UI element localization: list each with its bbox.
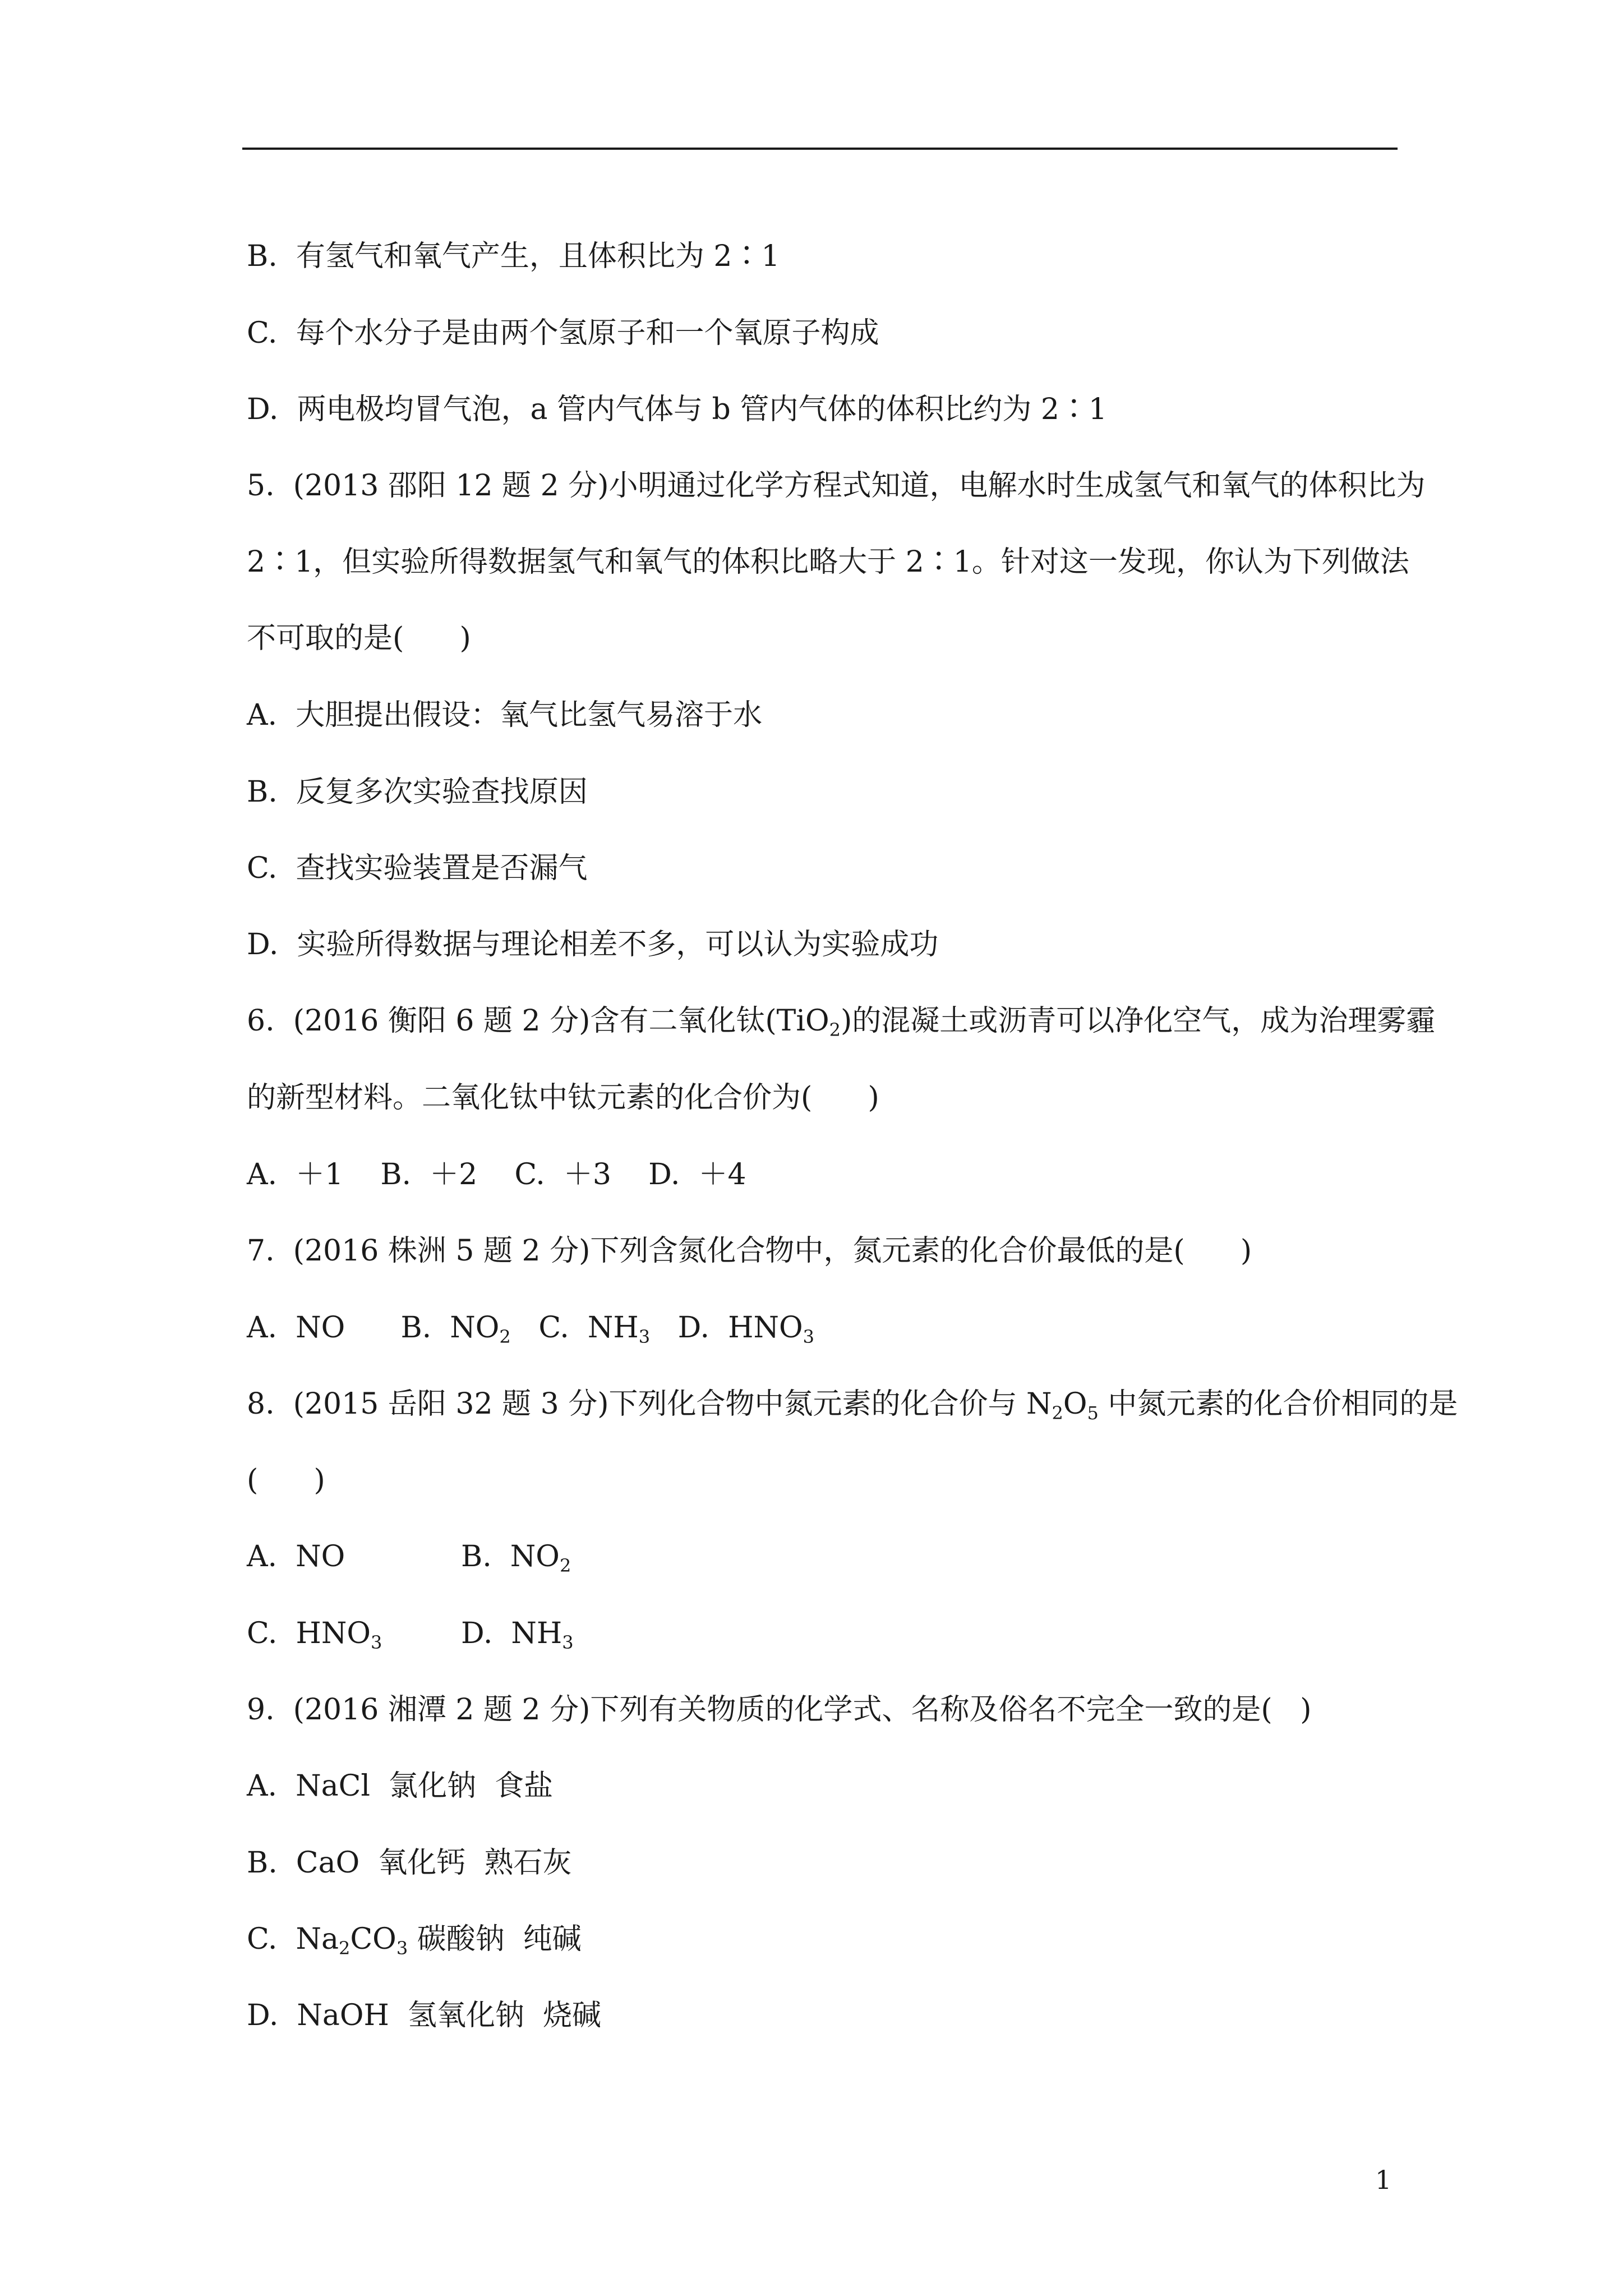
q4-option-d: [247, 392, 1107, 427]
q8-stem-part2: O: [1063, 1387, 1087, 1421]
q8-option-b-text: B. NO: [461, 1540, 560, 1573]
q8-stem-sub2: 5: [1087, 1402, 1099, 1424]
q9-option-c-sub1: 2: [339, 1938, 351, 1959]
q4-option-b-text: 有氢气和氧气产生，且体积比为 2∶1: [296, 240, 780, 273]
q5-stem-line1: 5. (2013 邵阳 12 题 2 分)小明通过化学方程式知道，电解水时生成氢气和氧气的体积比为: [247, 469, 1426, 503]
q8-option-b-sub: 2: [559, 1555, 571, 1576]
q7-opt-c-sub: 3: [638, 1326, 651, 1347]
q6-stem-part1: 6. (2016 衡阳 6 题 2 分)含有二氧化钛(TiO: [247, 1004, 829, 1038]
q5-stem-line3: 不可取的是( ): [247, 622, 471, 655]
q9-option-d: D. NaOH 氢氧化钠 烧碱: [247, 1999, 602, 2032]
q5-option-c: C. 查找实验装置是否漏气: [247, 852, 588, 885]
q8-stem-sub1: 2: [1052, 1402, 1063, 1424]
q9-option-c-part1: C. Na: [247, 1922, 339, 1956]
q4-option-d-text: 两电极均冒气泡，a 管内气体与 b 管内气体的体积比约为 2∶1: [297, 393, 1108, 426]
q4-option-b: [247, 238, 780, 274]
q6-stem-sub: 2: [829, 1019, 841, 1041]
q7-stem: 7. (2016 株洲 5 题 2 分)下列含氮化合物中，氮元素的化合价最低的是( ): [247, 1234, 1252, 1268]
q4-option-c-text: 每个水分子是由两个氢原子和一个氧原子构成: [296, 316, 879, 350]
q9-option-c-part2: CO: [350, 1922, 396, 1956]
q7-opt-b-sub: 2: [499, 1326, 511, 1347]
q7-opt-d-sub: 3: [803, 1326, 814, 1347]
q9-option-c-part3: 碳酸钠 纯碱: [408, 1922, 582, 1956]
q8-stem-part1: 8. (2015 岳阳 32 题 3 分)下列化合物中氮元素的化合价与 N: [247, 1387, 1052, 1421]
q7-opt-d: D. HNO: [650, 1311, 803, 1345]
q8-option-b: [461, 1539, 571, 1575]
q4-option-c-label: C.: [247, 316, 278, 350]
header-rule: [242, 148, 1398, 150]
q9-stem: 9. (2016 湘潭 2 题 2 分)下列有关物质的化学式、名称及俗名不完全一致的是( ): [247, 1693, 1312, 1727]
q8-option-d-text: D. NH: [461, 1617, 562, 1650]
q7-opt-c: C. NH: [510, 1311, 639, 1345]
q5-option-a: A. 大胆提出假设：氧气比氢气易溶于水: [247, 698, 763, 732]
q9-option-b: B. CaO 氧化钙 熟石灰: [247, 1846, 572, 1880]
q4-option-b-label: B.: [247, 240, 278, 273]
q8-option-c: [247, 1616, 382, 1651]
page-number: 1: [1375, 2165, 1392, 2195]
q6-stem-part2: )的混凝土或沥青可以净化空气，成为治理雾霾: [841, 1004, 1436, 1038]
q5-option-d: D. 实验所得数据与理论相差不多，可以认为实验成功: [247, 928, 939, 961]
q8-option-d: [461, 1616, 574, 1651]
q8-stem-line1: [247, 1386, 1458, 1422]
q8-option-c-sub: 3: [371, 1632, 382, 1653]
q6-stem-line1: [247, 1003, 1435, 1039]
q8-option-c-text: C. HNO: [247, 1617, 371, 1650]
q4-option-d-label: D.: [247, 393, 279, 426]
q7-opt-ab: A. NO B. NO: [247, 1311, 500, 1345]
q9-option-c: [247, 1921, 582, 1957]
q6-options: A. ＋1 B. ＋2 C. ＋3 D. ＋4: [247, 1158, 746, 1191]
q4-option-c: [247, 315, 879, 351]
q8-stem-part3: 中氮元素的化合价相同的是: [1098, 1387, 1458, 1421]
q8-option-d-sub: 3: [562, 1632, 574, 1653]
q9-option-a: A. NaCl 氯化钠 食盐: [247, 1769, 554, 1803]
q8-stem-line2: ( ): [247, 1464, 325, 1497]
q6-stem-line2: 的新型材料。二氧化钛中钛元素的化合价为( ): [247, 1081, 879, 1115]
q8-option-a: A. NO: [247, 1540, 345, 1573]
q9-option-c-sub2: 3: [396, 1938, 408, 1959]
q5-stem-line2: 2∶1，但实验所得数据氢气和氧气的体积比略大于 2∶1。针对这一发现，你认为下列做法: [247, 545, 1409, 579]
q7-options: [247, 1310, 814, 1346]
q5-option-b: B. 反复多次实验查找原因: [247, 775, 588, 809]
